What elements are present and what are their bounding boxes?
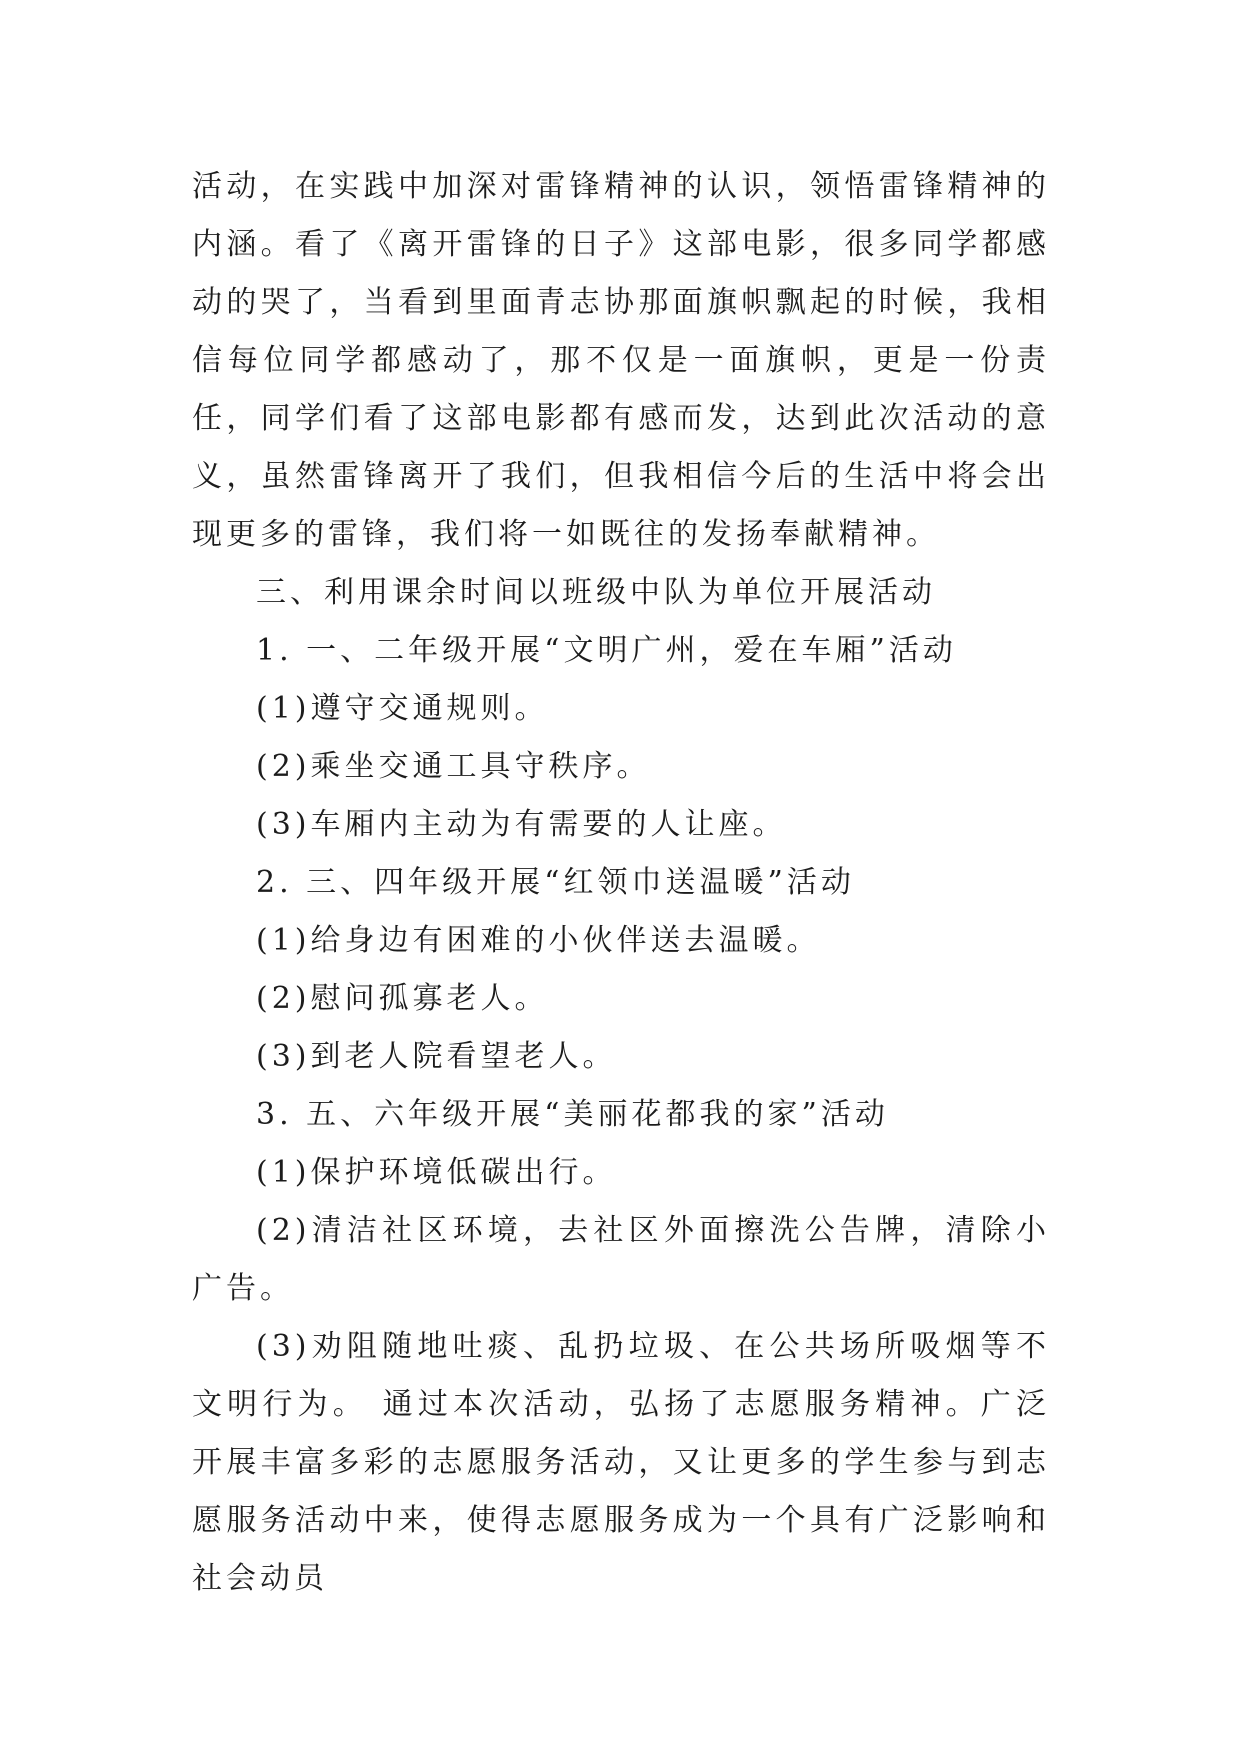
section-heading-three: 三、利用课余时间以班级中队为单位开展活动 <box>256 575 936 610</box>
list-subitem-summary: (3)劝阻随地吐痰、乱扔垃圾、在公共场所吸烟等不文明行为。 通过本次活动，弘扬了志愿服务精神。广泛开展丰富多彩的志愿服务活动，又让更多的学生参与到志愿服务活动中来，使得志愿服务成为一个具有广泛影响和社会动员 <box>192 1329 1050 1596</box>
list-item-grade-3-4: 2. 三、四年级开展“红领巾送温暖”活动 <box>256 865 855 900</box>
list-subitem: (1)保护环境低碳出行。 <box>256 1155 617 1190</box>
paragraph-lei-feng-reflection: 活动，在实践中加深对雷锋精神的认识，领悟雷锋精神的内涵。看了《离开雷锋的日子》这部电影，很多同学都感动的哭了，当看到里面青志协那面旗帜飘起的时候，我相信每位同学都感动了，那不仅是一面旗帜，更是一份责任，同学们看了这部电影都有感而发，达到此次活动的意义，虽然雷锋离开了我们，但我相信今后的生活中将会出现更多的雷锋，我们将一如既往的发扬奉献精神。 <box>192 169 1050 552</box>
list-subitem: (1)遵守交通规则。 <box>256 691 549 726</box>
list-subitem: (2)慰问孤寡老人。 <box>256 981 549 1016</box>
list-item-grade-5-6: 3. 五、六年级开展“美丽花都我的家”活动 <box>256 1097 889 1132</box>
list-subitem: (2)乘坐交通工具守秩序。 <box>256 749 651 784</box>
list-subitem: (3)车厢内主动为有需要的人让座。 <box>256 807 787 842</box>
list-subitem: (3)到老人院看望老人。 <box>256 1039 617 1074</box>
document-body <box>192 158 1050 1608</box>
list-subitem: (1)给身边有困难的小伙伴送去温暖。 <box>256 923 821 958</box>
list-item-grade-1-2: 1. 一、二年级开展“文明广州，爱在车厢”活动 <box>256 633 957 668</box>
list-subitem: (2)清洁社区环境，去社区外面擦洗公告牌，清除小广告。 <box>192 1213 1050 1306</box>
